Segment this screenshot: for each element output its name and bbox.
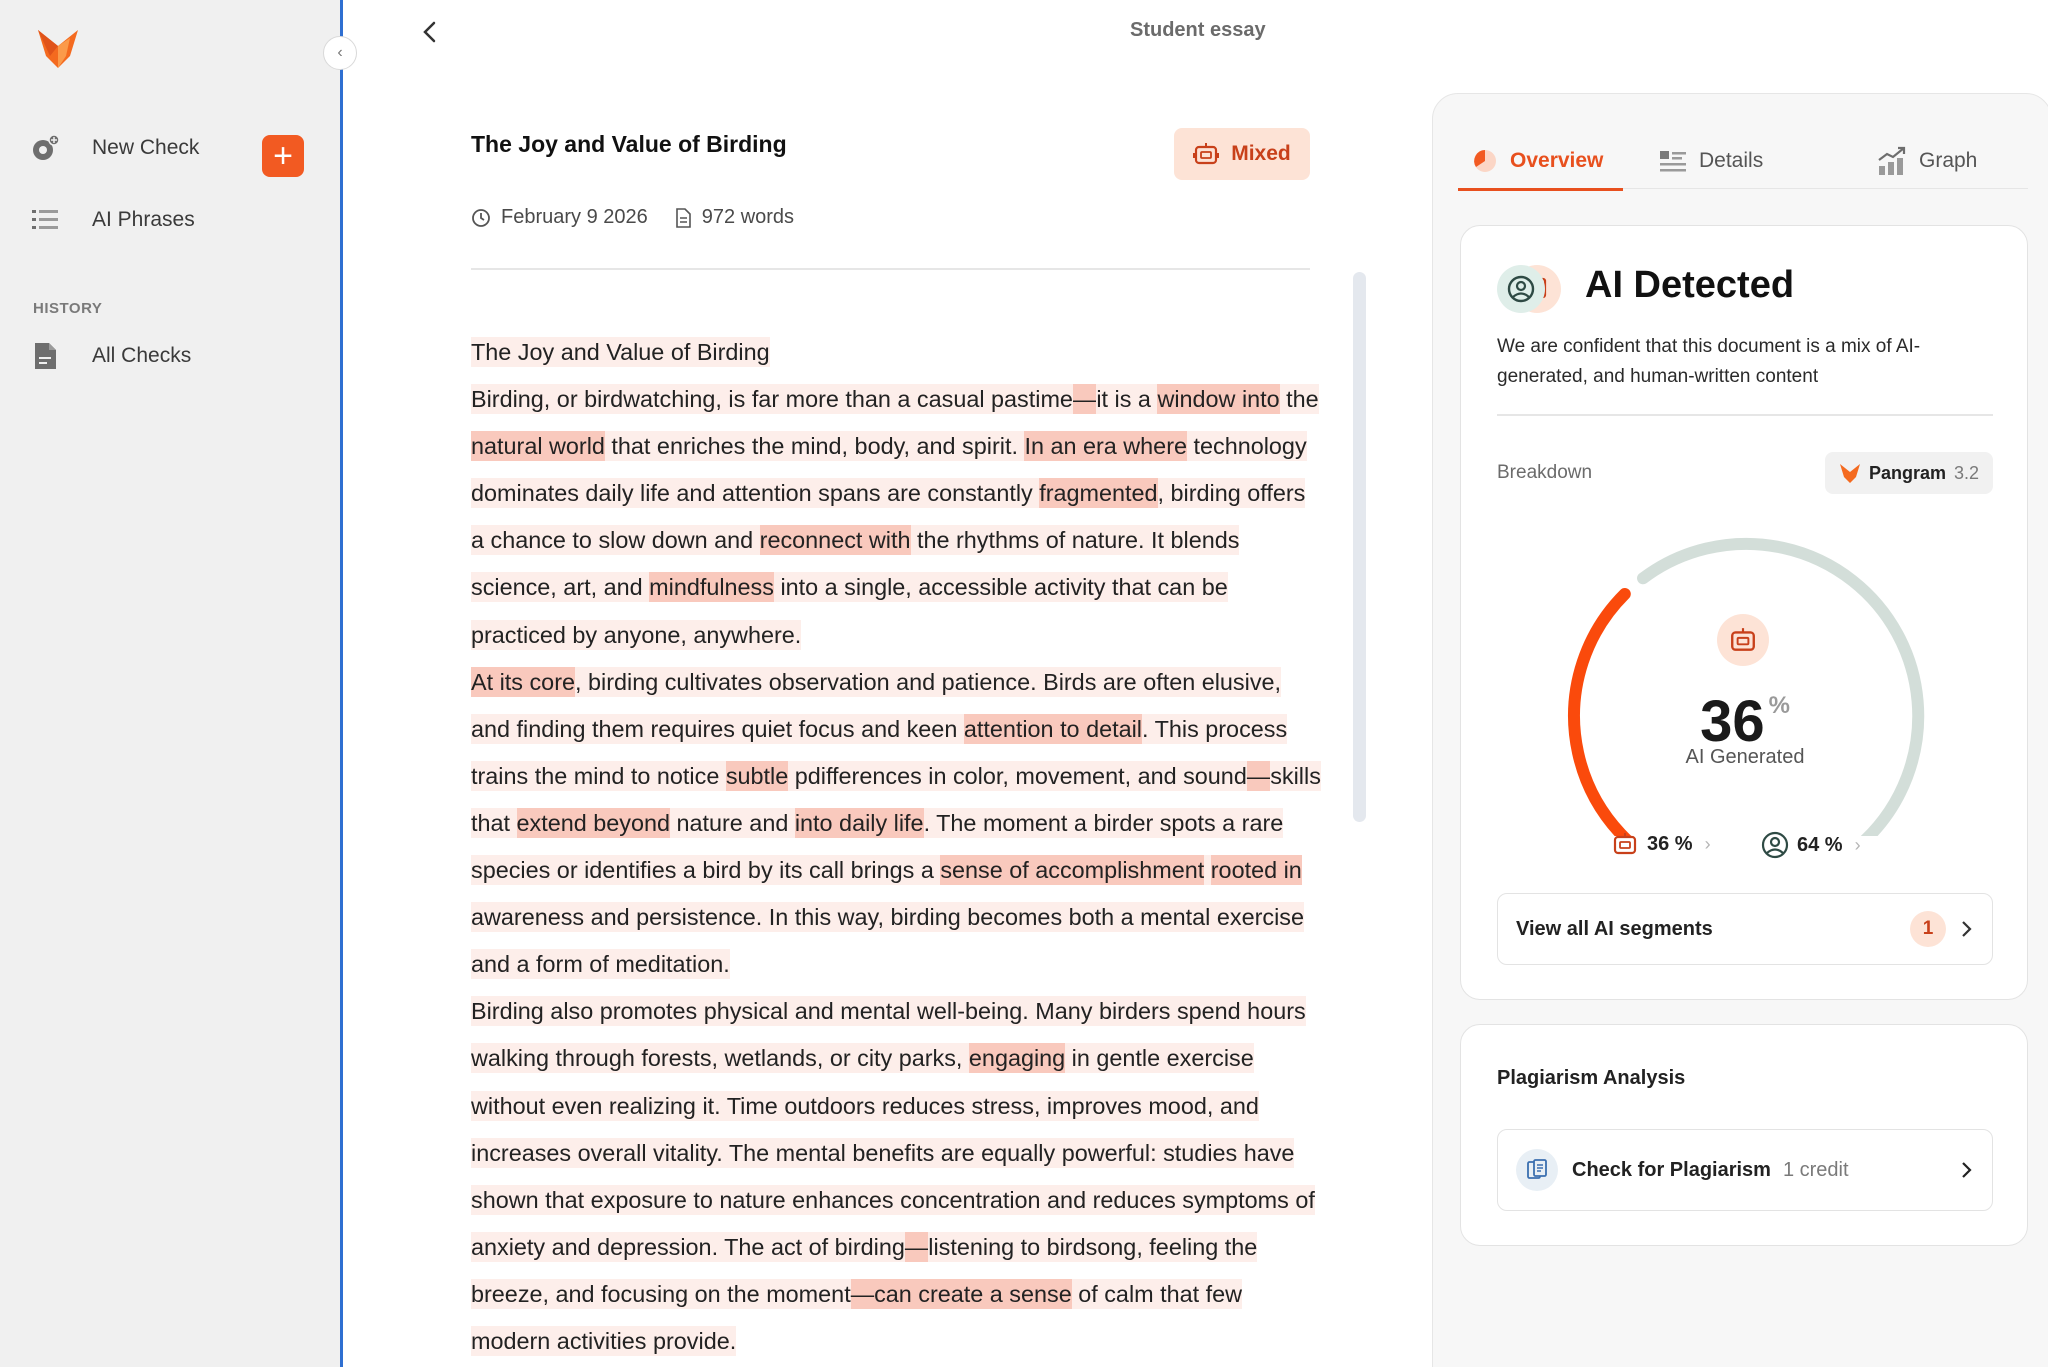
tab-overview-label: Overview (1510, 149, 1604, 172)
view-ai-segments-label: View all AI segments (1516, 917, 1713, 940)
check-plagiarism-button[interactable] (1497, 1129, 1993, 1211)
ai-phrase-highlight[interactable]: rooted in (1210, 857, 1302, 884)
ai-segment-text: nature and (669, 809, 795, 836)
ai-detection-card (1460, 225, 2028, 1000)
ai-result-title: AI Detected (1585, 264, 1795, 306)
mixed-badge[interactable] (1174, 128, 1310, 180)
model-selector[interactable] (1825, 452, 1993, 494)
new-check-label: New Check (92, 136, 200, 159)
robot-icon (1717, 614, 1769, 666)
ai-percentage-value: 36 (1700, 689, 1765, 754)
ai-segment-text (1204, 855, 1211, 885)
scrollbar[interactable] (1353, 272, 1366, 822)
sidebar (0, 0, 343, 1367)
ai-result-icons (1497, 261, 1577, 317)
document-body (471, 329, 1321, 1365)
ai-segment-text: . The moment a birder spots a rare species or identifies a bird by its call brings a (471, 809, 1284, 884)
list-icon (30, 205, 60, 235)
robot-icon (1611, 831, 1639, 857)
fox-logo[interactable] (36, 26, 80, 70)
ai-phrase-highlight[interactable]: —can create a sense (850, 1280, 1072, 1307)
ai-result-description: We are confident that this document is a mix of AI-generated, and human-written content (1497, 336, 1921, 387)
ai-percentage (1461, 688, 2029, 755)
analysis-tabs (1458, 133, 2028, 189)
tab-details[interactable] (1623, 133, 1823, 189)
ai-segment-text: , birding offers a chance to slow down and (471, 480, 1306, 554)
ai-phrase-highlight[interactable]: — (1072, 386, 1097, 413)
ai-segment-text: Birding also promotes physical and mental well-being. Many birders spend hours walking through forests, wetlands, or city parks, (471, 998, 1306, 1072)
essay-paragraph (471, 329, 1321, 376)
back-button[interactable] (412, 14, 448, 50)
plagiarism-title: Plagiarism Analysis (1497, 1067, 1686, 1089)
graph-icon (1877, 146, 1907, 176)
ai-share-value: 36 % (1647, 832, 1693, 855)
robot-icon (1193, 141, 1219, 167)
chevron-right-icon (1960, 1160, 1974, 1180)
document-icon (674, 208, 692, 228)
ai-phrase-highlight[interactable]: into daily life (794, 809, 924, 836)
ai-segments-count: 1 (1910, 911, 1946, 947)
ai-segment-text: of calm that few modern activities provide. (471, 1280, 1243, 1354)
ai-share-stat[interactable] (1611, 831, 1711, 857)
document-date: February 9 2026 (501, 206, 648, 228)
ai-segment-text: . This process trains the mind to notice (471, 715, 1288, 789)
tab-overview[interactable] (1458, 133, 1623, 189)
tab-graph[interactable] (1823, 133, 2028, 189)
word-count: 972 words (701, 206, 795, 228)
human-share-stat[interactable] (1761, 831, 1861, 859)
sidebar-item-all-checks[interactable] (30, 328, 310, 384)
ai-phrases-label: AI Phrases (92, 208, 195, 231)
human-share-value: 64 % (1797, 833, 1843, 856)
document-icon (30, 341, 60, 371)
details-icon (1659, 149, 1687, 173)
all-checks-label: All Checks (92, 344, 192, 367)
plagiarism-card (1460, 1024, 2028, 1246)
ai-phrase-highlight[interactable]: subtle (725, 762, 789, 789)
ai-phrase-highlight[interactable]: attention to detail (963, 715, 1142, 742)
ai-phrase-highlight[interactable]: engaging (968, 1045, 1066, 1072)
ai-segment-text: into a single, accessible activity that can be practiced by anyone, anywhere. (471, 574, 1228, 648)
percent-symbol: % (1768, 692, 1790, 719)
ai-phrase-highlight[interactable]: mindfulness (649, 574, 774, 601)
ai-phrase-highlight[interactable]: window into (1157, 386, 1280, 413)
ai-segment-text: in gentle exercise without even realizing it. Time outdoors reduces stress, improves mood, and increases overall vitality. The mental benefits are equally powerful: studies have shown that exposure to nature enhances concentration and reduces symptoms of anxiety and depression. The act of birding (471, 1045, 1315, 1260)
document-title: The Joy and Value of Birding (471, 131, 787, 157)
ai-segment-text: it is a (1096, 386, 1158, 413)
ai-generated-caption: AI Generated (1685, 746, 1805, 768)
essay-paragraph (471, 659, 1321, 989)
new-check-plus-button[interactable]: + (262, 135, 304, 177)
chevron-right-icon (1960, 919, 1974, 939)
ai-segment-text: the (1279, 386, 1319, 413)
clock-icon (471, 208, 491, 228)
collapse-sidebar-button[interactable] (323, 36, 357, 70)
overview-icon (1472, 148, 1498, 174)
sidebar-item-ai-phrases[interactable] (30, 192, 310, 248)
chevron-left-icon: ‹ (337, 44, 343, 61)
ai-segment-text: listening to birdsong, feeling the breeze, and focusing on the moment (471, 1233, 1258, 1307)
ai-segment-text: technology dominates daily life and attention spans are constantly (471, 433, 1307, 507)
pangram-logo-icon (1839, 462, 1861, 484)
ai-phrase-highlight[interactable]: — (904, 1233, 929, 1260)
ai-segment-text: pdifferences in color, movement, and sound (788, 762, 1247, 789)
ai-phrase-highlight[interactable]: reconnect with (759, 527, 911, 554)
history-heading: HISTORY (33, 300, 103, 317)
model-name: Pangram (1868, 462, 1946, 483)
ai-segment-text: Birding, or birdwatching, is far more than a casual pastime (471, 386, 1073, 413)
ai-phrase-highlight[interactable]: In an era where (1024, 433, 1187, 460)
ai-segment-text: awareness and persistence. In this way, birding becomes both a mental exercise and a form of meditation. (471, 904, 1304, 978)
chevron-right-icon: › (1854, 834, 1861, 855)
plagiarism-icon (1516, 1149, 1558, 1191)
ai-segment-text: skills that (471, 762, 1321, 836)
tab-details-label: Details (1699, 149, 1764, 172)
divider (1497, 414, 1993, 416)
human-icon (1761, 831, 1789, 859)
chevron-left-icon (420, 20, 440, 44)
chevron-right-icon: › (1704, 833, 1711, 854)
mixed-badge-label: Mixed (1231, 142, 1291, 165)
ai-segment-text: , birding cultivates observation and patience. Birds are often elusive, and finding them requires quiet focus and keen (471, 668, 1282, 742)
ai-phrase-highlight[interactable]: extend beyond (516, 809, 670, 836)
ai-segment-text: that enriches the mind, body, and spirit. (604, 433, 1025, 460)
ai-segment-text: the rhythms of nature. It blends science, art, and (471, 527, 1240, 601)
new-check-icon (30, 133, 60, 163)
essay-paragraph (471, 376, 1321, 659)
essay-paragraph (471, 988, 1321, 1365)
breadcrumb: Student essay (1130, 19, 1266, 41)
ai-phrase-highlight[interactable]: — (1246, 762, 1271, 789)
document-meta (471, 206, 820, 229)
divider (471, 268, 1310, 270)
check-plagiarism-label: Check for Plagiarism (1572, 1158, 1771, 1181)
ai-phrase-highlight[interactable]: natural world (471, 433, 605, 460)
breakdown-label: Breakdown (1497, 462, 1593, 483)
model-version: 3.2 (1954, 462, 1980, 483)
ai-gauge (1551, 526, 1941, 836)
tab-graph-label: Graph (1919, 149, 1978, 172)
plagiarism-credit: 1 credit (1782, 1158, 1849, 1181)
ai-phrase-highlight[interactable]: fragmented (1039, 480, 1158, 507)
ai-phrase-highlight[interactable]: sense of accomplishment (940, 857, 1205, 884)
ai-segment-text: The Joy and Value of Birding (471, 339, 770, 365)
ai-phrase-highlight[interactable]: At its core (471, 668, 575, 695)
view-ai-segments-button[interactable] (1497, 893, 1993, 965)
